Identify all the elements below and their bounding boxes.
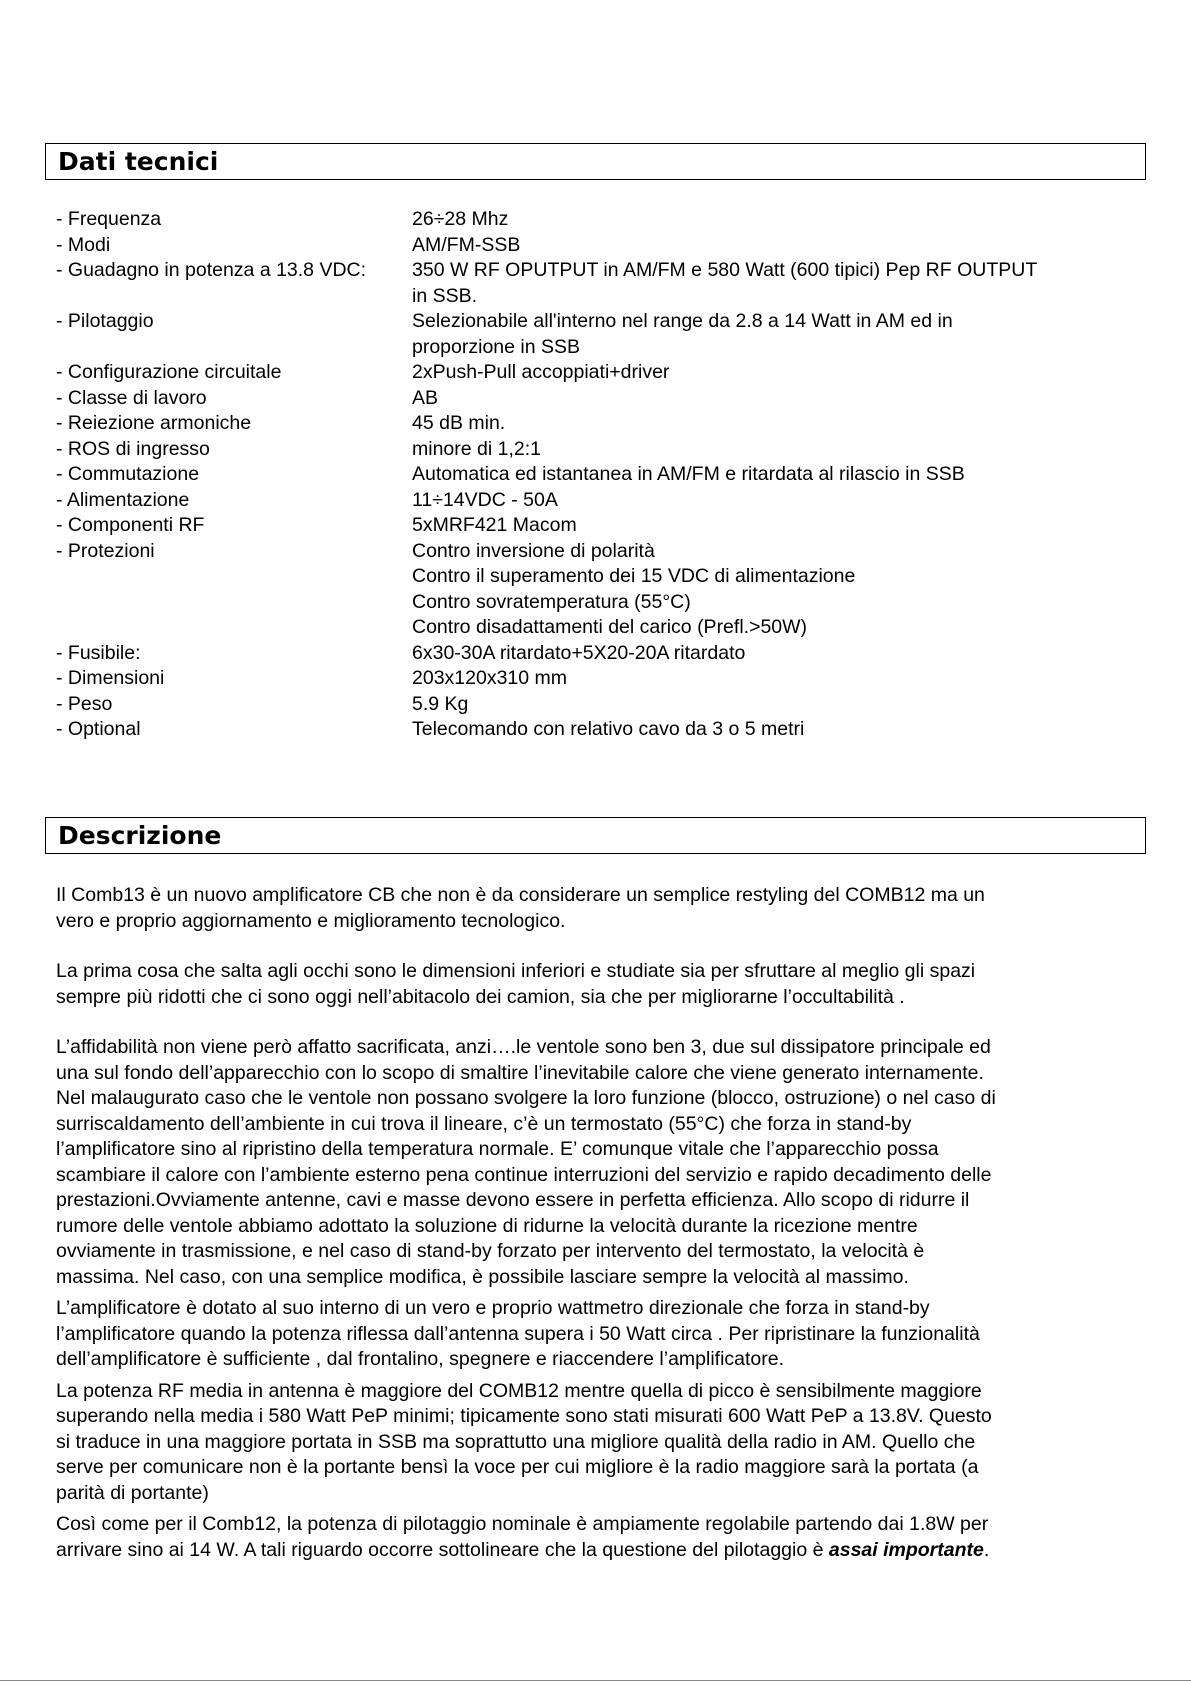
spec-value — [412, 513, 1146, 539]
desc-emphasis: assai importante — [828, 1538, 984, 1561]
spec-row — [56, 539, 1146, 641]
spec-row — [56, 513, 1146, 539]
spec-value — [412, 488, 1146, 514]
description-body — [56, 883, 1141, 1563]
spec-value-line: Selezionabile all'interno nel range da 2.8 a 14 Watt in AM ed in — [412, 310, 953, 332]
spec-label: - Guadagno in potenza a 13.8 VDC: — [56, 259, 367, 281]
spec-label: - Reiezione armoniche — [56, 412, 252, 434]
desc-paragraph-5: La potenza RF media in antenna è maggiore del COMB12 mentre quella di picco è sensibilmente maggiore superando nella media i 580 Watt PeP minimi; tipicamente sono stati misurati 600 Watt PeP a 13.8V. Questo si traduce in una maggiore portata in SSB ma soprattutto una migliore qualità della radio in AM. Quello che serve per comunicare non è la portante bensì la voce per cui migliore è la radio maggiore sarà la portata (a parità di portante) — [56, 1379, 992, 1504]
section-header-desc — [45, 817, 1146, 854]
spec-label: - Componenti RF — [56, 514, 205, 536]
spec-value — [412, 462, 1146, 488]
spec-value-line: Contro il superamento dei 15 VDC di alimentazione — [412, 565, 856, 587]
spec-row — [56, 488, 1146, 514]
spec-value-line: 6x30-30A ritardato+5X20-20A ritardato — [412, 641, 746, 664]
spec-row — [56, 233, 1146, 259]
spec-value-line: minore di 1,2:1 — [412, 437, 541, 460]
spec-value — [412, 641, 1146, 667]
spec-value-line: 5xMRF421 Macom — [412, 514, 577, 536]
spec-value — [412, 437, 1146, 463]
spec-value — [412, 692, 1146, 718]
spec-label: - Protezioni — [56, 539, 155, 562]
spec-row — [56, 411, 1146, 437]
spec-row — [56, 692, 1146, 718]
spec-row — [56, 386, 1146, 412]
spec-row — [56, 360, 1146, 386]
desc-paragraph-3: L’affidabilità non viene però affatto sacrificata, anzi….le ventole sono ben 3, due sul dissipatore principale ed una sul fondo dell’apparecchio con lo scopo di smaltire l’inevitabile calore che viene generato internamente. Nel malaugurato caso che le ventole non possano svolgere la loro funzione (blocco, ostruzione) o nel caso di surriscaldamento dell’ambiente in cui trova il lineare, c’è un termostato (55°C) che forza in stand-by l’amplificatore sino al ripristino della temperatura normale. E’ comunque vitale che l’apparecchio possa scambiare il calore con l’ambiente esterno pena continue interruzioni del servizio e rapido decadimento delle prestazioni.Ovviamente antenne, cavi e masse devono essere in perfetta efficienza. Allo scopo di ridurre il rumore delle ventole abbiamo adottato la soluzione di ridurne la velocità durante la ricezione mentre ovviamente in trasmissione, e nel caso di stand-by forzato per intervento del termostato, la velocità è massima. Nel caso, con una semplice modifica, è possibile lasciare sempre la velocità al massimo. — [56, 1036, 996, 1288]
spec-row — [56, 309, 1146, 360]
spec-value-line: Automatica ed istantanea in AM/FM e ritardata al rilascio in SSB — [412, 463, 965, 485]
spec-value-line: in SSB. — [412, 284, 478, 307]
spec-row — [56, 437, 1146, 463]
spec-value-line: 5.9 Kg — [412, 692, 469, 715]
spec-label: - Alimentazione — [56, 488, 190, 511]
spec-label: - Fusibile: — [56, 641, 141, 664]
spec-value-line: 203x120x310 mm — [412, 667, 568, 689]
footer-divider — [0, 1680, 1191, 1681]
desc-paragraph-1: Il Comb13 è un nuovo amplificatore CB che non è da considerare un semplice restyling del COMB12 ma un vero e proprio aggiornamento e miglioramento tecnologico. — [56, 884, 985, 932]
spec-label: - Classe di lavoro — [56, 386, 207, 409]
spec-table — [56, 207, 1146, 743]
spec-value-line: 45 dB min. — [412, 412, 506, 434]
section-title-tech: Dati tecnici — [58, 147, 219, 176]
spec-value — [412, 207, 1146, 233]
desc-paragraph-6 — [56, 1512, 1141, 1563]
spec-label: - Frequenza — [56, 208, 162, 230]
spec-value-line: AB — [412, 386, 439, 409]
spec-row — [56, 258, 1146, 309]
spec-value-line: Contro disadattamenti del carico (Prefl.>50W) — [412, 616, 808, 638]
spec-value — [412, 360, 1146, 386]
spec-label: - Modi — [56, 233, 111, 256]
spec-value-line: Contro inversione di polarità — [412, 539, 655, 562]
spec-value — [412, 717, 1146, 743]
spec-row — [56, 717, 1146, 743]
spec-value — [412, 411, 1146, 437]
spec-label: - Configurazione circuitale — [56, 361, 282, 383]
desc-paragraph-2: La prima cosa che salta agli occhi sono le dimensioni inferiori e studiate sia per sfruttare al meglio gli spazi sempre più ridotti che ci sono oggi nell’abitacolo dei camion, sia che per migliorarne l’occultabilità . — [56, 960, 976, 1008]
spec-value — [412, 258, 1146, 309]
spec-row — [56, 641, 1146, 667]
desc-paragraph-6-end: . — [983, 1538, 990, 1561]
spec-label: - Peso — [56, 692, 113, 715]
spec-row — [56, 462, 1146, 488]
desc-paragraph-6-text: Così come per il Comb12, la potenza di pilotaggio nominale è ampiamente regolabile partendo dai 1.8W per arrivare sino ai 14 W. A tali riguardo occorre sottolineare che la questione del pilotaggio è — [56, 1513, 989, 1561]
desc-paragraph-4: L’amplificatore è dotato al suo interno di un vero e proprio wattmetro direzionale che forza in stand-by l’amplificatore quando la potenza riflessa dall’antenna supera i 50 Watt circa . Per ripristinare la funzionalità dell’amplificatore è sufficiente , dal frontalino, spegnere e riaccendere l’amplificatore. — [56, 1297, 980, 1370]
spec-value-line: 2xPush-Pull accoppiati+driver — [412, 361, 670, 383]
spec-row — [56, 666, 1146, 692]
spec-value — [412, 539, 1146, 641]
spec-label: - Commutazione — [56, 463, 200, 485]
spec-value — [412, 233, 1146, 259]
spec-value-line: 11÷14VDC - 50A — [412, 488, 558, 511]
spec-value-line: 350 W RF OPUTPUT in AM/FM e 580 Watt (600 tipici) Pep RF OUTPUT — [412, 259, 1038, 281]
spec-label: - Pilotaggio — [56, 310, 154, 332]
spec-label: - ROS di ingresso — [56, 437, 210, 460]
spec-label: - Dimensioni — [56, 667, 165, 689]
spec-value-line: 26÷28 Mhz — [412, 208, 509, 230]
spec-value — [412, 666, 1146, 692]
spec-value — [412, 309, 1146, 360]
spec-value-line: proporzione in SSB — [412, 335, 581, 358]
spec-row — [56, 207, 1146, 233]
spec-value-line: Telecomando con relativo cavo da 3 o 5 metri — [412, 718, 805, 740]
spec-value-line: Contro sovratemperatura (55°C) — [412, 590, 691, 613]
spec-value — [412, 386, 1146, 412]
section-header-tech — [45, 143, 1146, 180]
spec-value-line: AM/FM-SSB — [412, 233, 521, 256]
spec-label: - Optional — [56, 718, 141, 740]
section-title-desc: Descrizione — [58, 821, 222, 850]
